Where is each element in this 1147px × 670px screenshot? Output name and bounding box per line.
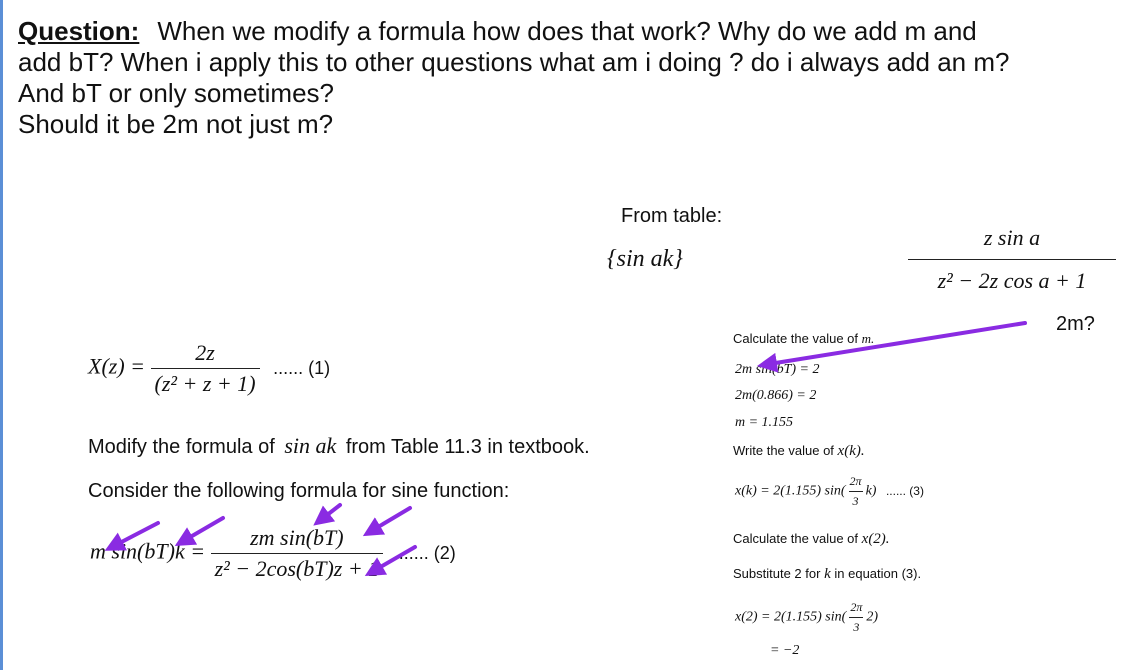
x2-frac-den: 3: [849, 617, 863, 635]
equation-x2: x(2) = 2(1.155) sin( $\frac{2\pi}{3}$ 2): [735, 600, 879, 634]
arrow-to-2m: [763, 323, 1025, 365]
result-line: = −2: [770, 643, 800, 658]
arrow-to-bT-lhs: [180, 518, 223, 543]
eq3-frac-den: 3: [849, 491, 863, 509]
solution-line-2: 2m(0.866) = 2: [735, 388, 817, 403]
modify-pre: Modify the formula of: [88, 436, 275, 458]
write-xk-var: x(k).: [837, 443, 865, 459]
calc-m-text: Calculate the value of: [733, 331, 859, 346]
eq2-lhs: m sin(bT)k =: [90, 538, 206, 564]
eq2-numerator: zm sin(bT): [250, 525, 344, 550]
eq3-tag: ...... (3): [885, 483, 924, 498]
consider-text: Consider the following formula for sine function:: [88, 480, 510, 502]
eq2-tag: ...... (2): [398, 542, 456, 563]
table-transform-lhs: {sin ak}: [607, 246, 683, 272]
modify-post: from Table 11.3 in textbook.: [345, 436, 590, 458]
solution-line-1: 2m sin(bT) = 2: [735, 362, 820, 377]
equation-3: x(k) = 2(1.155) sin( $\frac{2\pi}{3}$ k) ...... (3): [735, 474, 924, 508]
calc-x2-text: Calculate the value of: [733, 531, 859, 546]
solution-line-3: m = 1.155: [735, 415, 794, 430]
arrow-to-m-num: [318, 505, 340, 522]
arrow-to-bT-num: [368, 508, 410, 533]
eq3-frac-num: 2π: [849, 474, 862, 488]
write-xk-text: Write the value of: [733, 443, 834, 458]
eq2-denominator: z² − 2cos(bT)z + 1: [211, 553, 384, 582]
eq1-numerator: 2z: [195, 340, 215, 365]
eq3-lhs: x(k) = 2(1.155) sin: [735, 483, 841, 499]
table-fraction-numerator: z sin a: [983, 225, 1041, 250]
handwritten-note: 2m?: [1056, 313, 1095, 335]
eq1-denominator: (z² + z + 1): [151, 368, 260, 397]
calc-x2-var: x(2).: [861, 531, 890, 547]
x2-frac-num: 2π: [850, 600, 863, 614]
arrow-to-m-lhs: [110, 523, 158, 548]
x2-after: 2: [866, 609, 874, 625]
modify-math: sin ak: [284, 433, 337, 458]
table-heading: From table:: [621, 205, 723, 227]
question-label: Question:: [18, 16, 140, 46]
x2-lhs: x(2) = 2(1.155) sin: [735, 609, 842, 625]
question-followup: Should it be 2m not just m?: [18, 109, 334, 139]
question-text: When we modify a formula how does that work? Why do we add m and add bT? When i apply this to other questions what am i doing ? do i always add an m? And bT or only sometimes?: [18, 16, 1010, 108]
subst-pre: Substitute 2 for: [733, 566, 821, 581]
calc-m-var: m.: [861, 331, 875, 346]
eq3-after: k: [865, 483, 872, 499]
subst-var: k: [824, 566, 831, 582]
arrow-to-bT-den: [370, 547, 415, 573]
subst-post: in equation (3).: [834, 566, 922, 581]
eq1-tag: ...... (1): [273, 357, 331, 378]
table-fraction-denominator: z² − 2z cos a + 1: [908, 259, 1116, 294]
eq1-lhs: X(z) =: [88, 353, 145, 379]
